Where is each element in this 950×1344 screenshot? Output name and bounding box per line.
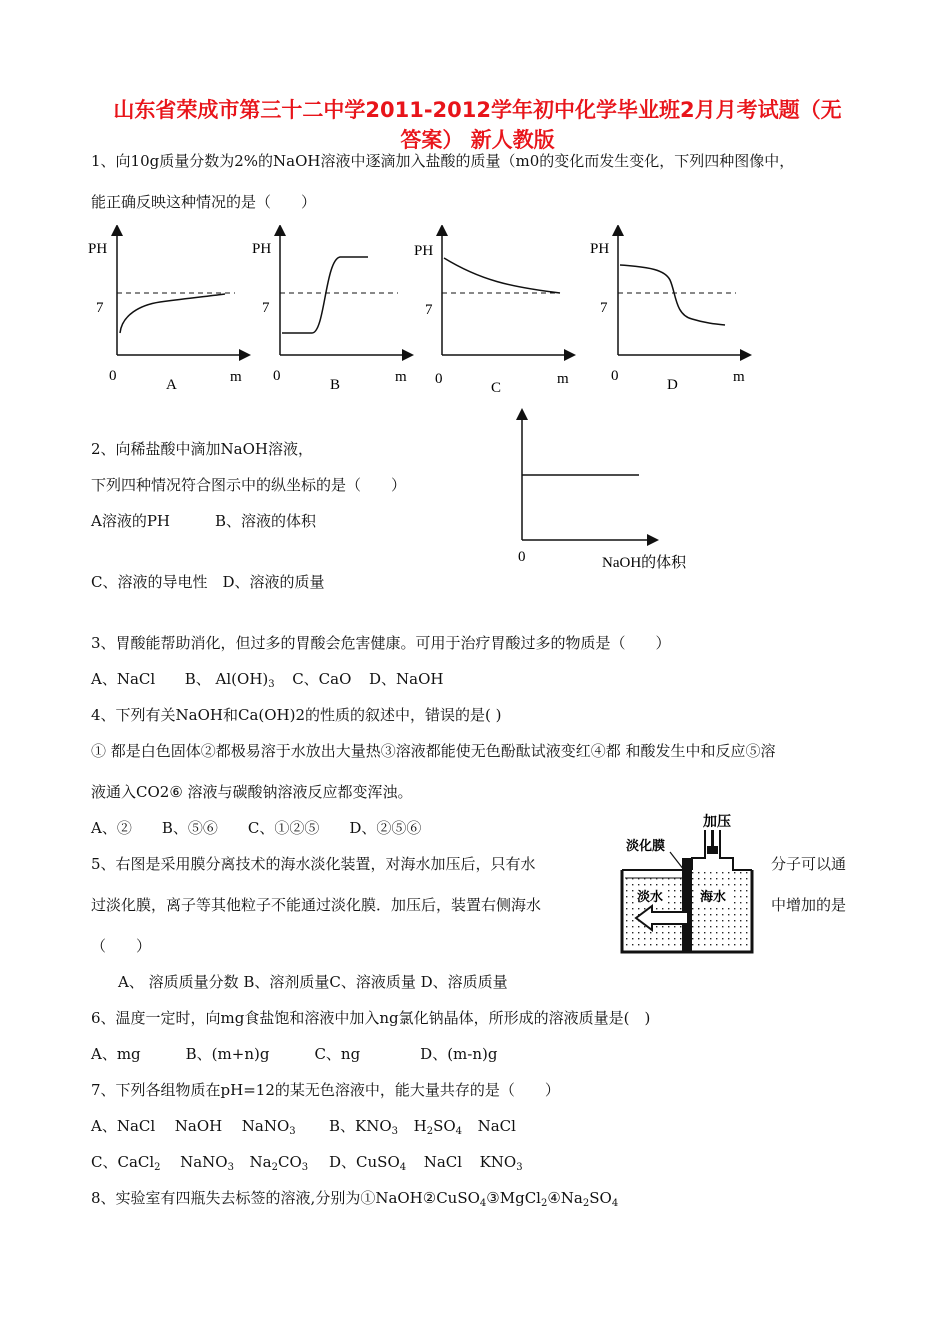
q7-c-4: CO [278,1153,302,1171]
graph-b-option: B [330,377,341,393]
q7-b-3: SO [433,1117,456,1135]
q3-opt-a: A、NaCl [91,670,156,688]
q3-opt-b: B、 Al(OH) [184,670,269,688]
fig-membrane-label: 淡化膜 [626,838,666,853]
graph-d [590,230,746,393]
q3-line-1: 3、胃酸能帮助消化，但过多的胃酸会危害健康。可用于治疗胃酸过多的物质是（ ） [91,634,671,652]
q2-line-4: C、溶液的导电性 D、溶液的质量 [91,573,325,591]
graph-b-x-label: m [395,369,407,385]
q7-d-sub-2: 3 [516,1162,523,1173]
graph-a-x-label: m [230,369,242,385]
q1-line-1: 1、向10g质量分数为2%的NaOH溶液中逐滴加入盐酸的质量（m0的变化而发生变化，下列四种图像中， [91,152,795,170]
q5-line-1-left: 5、右图是采用膜分离技术的海水淡化装置，对海水加压后，只有水 [91,855,536,873]
graph-b-origin: 0 [273,368,281,384]
q3-opt-c: C、CaO [292,670,352,688]
q8-sub-4: 4 [611,1198,619,1209]
q8-sub-2: 2 [540,1198,548,1209]
q5-line-3: （ ） [91,937,152,955]
q7-a-sub: 3 [289,1126,296,1137]
q7-options-ab [91,1115,296,1137]
graph-d-origin: 0 [611,368,619,384]
q5-desalination-figure [612,810,762,960]
graph-d-option: D [667,377,678,393]
title-line-1: 山东省荣成市第三十二中学2011-2012学年初中化学毕业班2月月考试题（无 [113,98,842,122]
graph-c-y-label: PH [414,243,434,259]
graph-c-origin: 0 [435,371,443,387]
q1-line-2: 能正确反映这种情况的是（ ） [91,193,317,211]
q8-line-1 [91,1187,618,1209]
graph-b [252,230,408,393]
q7-c-3: Na [249,1153,272,1171]
graph-a [88,230,245,393]
q3-opt-b-sub: 3 [268,679,275,690]
q7-b-4: NaCl [477,1117,516,1135]
q6-options: A、mg B、(m+n)g C、ng D、(m-n)g [91,1045,498,1063]
q7-c-sub-3: 2 [271,1162,278,1173]
q8-sub-1: 4 [479,1198,487,1209]
q5-line-1-right: 分子可以通 [771,855,847,873]
graph-a-origin: 0 [109,368,117,384]
q7-c-1: C、CaCl [91,1153,155,1171]
q7-line-1: 7、下列各组物质在pH=12的某无色溶液中，能大量共存的是（ ） [91,1081,560,1099]
q7-b-sub-1: 3 [391,1126,399,1137]
graph-c-x-label: m [557,371,569,387]
graph-d-x-label: m [733,369,745,385]
q5-line-2-right: 中增加的是 [771,896,847,914]
q2-line-2: 下列四种情况符合图示中的纵坐标的是（ ） [91,476,407,494]
graph-a-y-label: PH [88,241,108,257]
q2-graph-origin: 0 [518,549,526,565]
graph-d-tick-7: 7 [600,300,608,316]
q7-d-2: NaCl [423,1153,463,1171]
q7-b-sub-2: 2 [426,1126,434,1137]
q7-b-2: H [413,1117,427,1135]
q7-c-sub-2: 3 [227,1162,234,1173]
q7-option-b [329,1115,516,1137]
q8-text-3: ④Na [547,1189,583,1207]
q8-text-4: SO [589,1189,612,1207]
graph-d-y-label: PH [590,241,610,257]
q5-line-2-left: 过淡化膜，离子等其他粒子不能通过淡化膜．加压后，装置右侧海水 [91,896,542,914]
q8-text-1: 8、实验室有四瓶失去标签的溶液,分别为①NaOH②CuSO [91,1189,480,1207]
q6-line-1: 6、温度一定时，向mg食盐饱和溶液中加入ng氯化钠晶体，所形成的溶液质量是( ) [91,1009,651,1027]
q2-graph [505,408,725,578]
fig-pressure-label: 加压 [703,815,731,830]
q4-line-1: 4、下列有关NaOH和Ca(OH)2的性质的叙述中，错误的是( ) [91,706,502,724]
fig-sea-water-label: 海水 [700,889,727,904]
q7-option-d [329,1151,523,1173]
graph-c [414,230,570,396]
page-title [90,95,865,155]
graph-a-tick-7: 7 [96,300,104,316]
q7-a-2: NaOH [174,1117,223,1135]
graph-c-tick-7: 7 [425,302,433,318]
q8-sub-3: 2 [582,1198,590,1209]
q7-d-3: KNO [479,1153,517,1171]
q3-opt-d: D、NaOH [368,670,444,688]
graph-c-option: C [491,380,502,396]
q2-graph-x-label: NaOH的体积 [602,555,687,571]
graph-a-option: A [166,377,177,393]
q7-c-sub-4: 3 [301,1162,309,1173]
q7-b-1: B、KNO [329,1117,392,1135]
q7-a-1: A、NaCl [91,1117,156,1135]
q4-line-2: ① 都是白色固体②都极易溶于水放出大量热③溶液都能使无色酚酞试液变红④都 和酸发生中和反应⑤溶 [91,742,776,760]
q7-c-sub-1: 2 [154,1162,161,1173]
q7-d-1: D、CuSO [329,1153,400,1171]
fig-fresh-water-label: 淡水 [637,889,664,904]
q2-line-3: A溶液的PH B、溶液的体积 [91,512,317,530]
q7-c-2: NaNO [180,1153,228,1171]
graph-b-tick-7: 7 [262,300,270,316]
q7-d-sub-1: 4 [399,1162,407,1173]
q7-b-sub-3: 4 [455,1126,463,1137]
q7-a-3: NaNO [241,1117,290,1135]
q8-text-2: ③MgCl [486,1189,541,1207]
q4-options: A、② B、⑤⑥ C、①②⑤ D、②⑤⑥ [91,819,422,837]
q3-options [91,668,443,690]
q2-line-1: 2、向稀盐酸中滴加NaOH溶液， [91,440,313,458]
q5-options: A、 溶质质量分数 B、溶剂质量C、溶液质量 D、溶质质量 [118,973,508,991]
q7-option-c [91,1151,308,1173]
q4-line-3: 液通入CO2⑥ 溶液与碳酸钠溶液反应都变浑浊。 [91,783,413,801]
title-line-2: 答案） 新人教版 [400,128,555,152]
graph-b-y-label: PH [252,241,272,257]
q1-graphs [80,225,780,400]
